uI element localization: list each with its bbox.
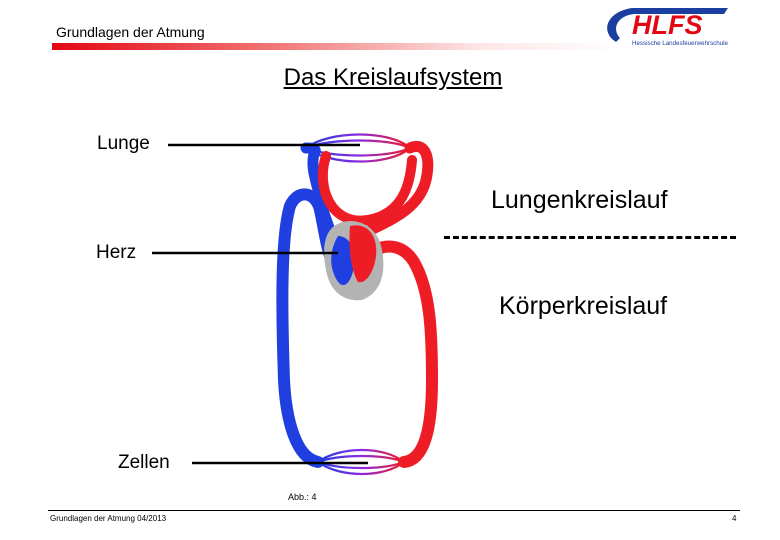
- footer-text: Grundlagen der Atmung 04/2013: [50, 514, 167, 523]
- vena-cava: [282, 194, 332, 462]
- heart: [324, 221, 383, 300]
- separator-dashes: [444, 236, 736, 242]
- page-number: 4: [732, 514, 737, 523]
- label-zellen: Zellen: [118, 452, 170, 473]
- figure-caption: Abb.: 4: [288, 492, 317, 502]
- label-lunge: Lunge: [97, 133, 150, 154]
- logo-subtitle: Hessische Landesfeuerwehrschule: [632, 40, 728, 47]
- label-herz: Herz: [96, 242, 137, 263]
- label-lungenkreislauf: Lungenkreislauf: [491, 186, 668, 214]
- logo-text: HLFS: [632, 10, 703, 40]
- label-koerperkreislauf: Körperkreislauf: [499, 292, 668, 320]
- header-title: Grundlagen der Atmung: [56, 24, 205, 40]
- footer-divider: [48, 510, 740, 511]
- slide-title-text: Das Kreislaufsystem: [283, 64, 503, 91]
